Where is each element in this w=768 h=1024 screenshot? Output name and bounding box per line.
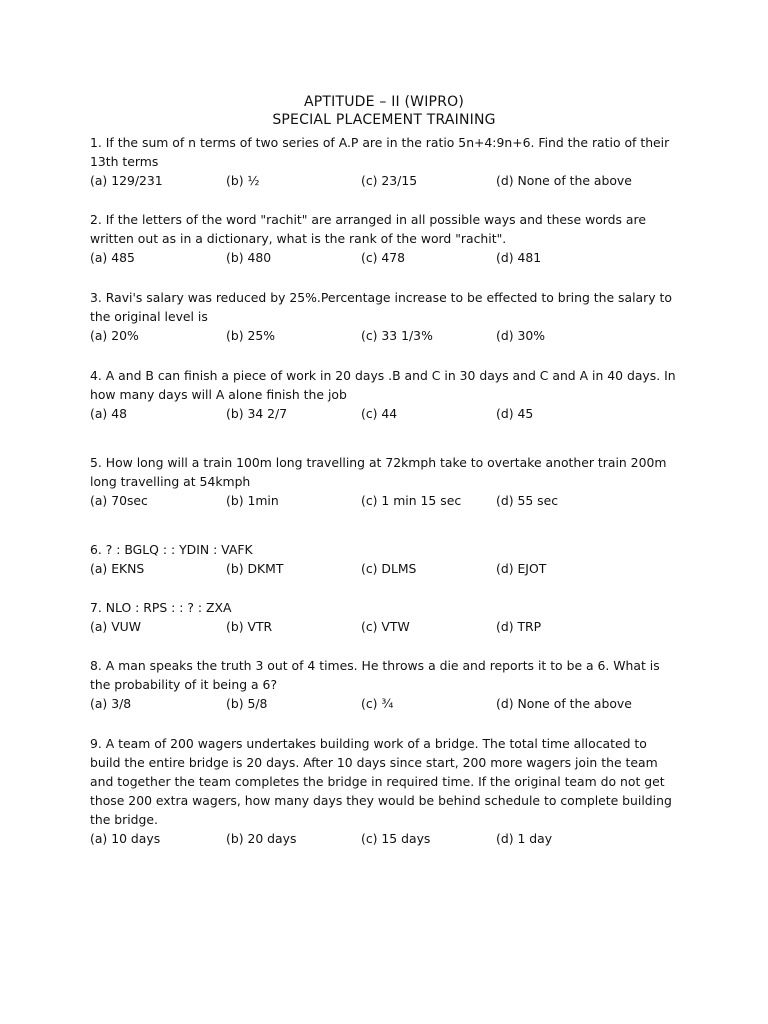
option-d: (d) 1 day [496, 831, 553, 846]
options-row [90, 559, 680, 578]
option-c: (c) 478 [361, 250, 406, 265]
question-text: 8. A man speaks the truth 3 out of 4 times. He throws a die and reports it to be a 6. What is the probability of it being a 6? [90, 658, 660, 692]
question-8 [90, 656, 680, 713]
option-a: (a) EKNS [90, 561, 145, 576]
option-b: (b) 20 days [226, 831, 297, 846]
option-a: (a) 20% [90, 328, 139, 343]
question-text: 2. If the letters of the word "rachit" are arranged in all possible ways and these words are written out as in a dictionary, what is the rank of the word "rachit". [90, 212, 646, 246]
option-d: (d) 55 sec [496, 493, 559, 508]
option-b: (b) DKMT [226, 561, 284, 576]
option-c: (c) 23/15 [361, 173, 418, 188]
question-4 [90, 366, 680, 423]
option-a: (a) 485 [90, 250, 135, 265]
question-text: 9. A team of 200 wagers undertakes building work of a bridge. The total time allocated to build the entire bridge is 20 days. After 10 days since start, 200 more wagers join the team and together the team completes the bridge in required time. If the original team do not get those 200 extra wagers, how many days they would be behind schedule to complete building the bridge. [90, 736, 672, 827]
options-row [90, 248, 680, 267]
option-a: (a) 70sec [90, 493, 148, 508]
option-b: (b) 5/8 [226, 696, 268, 711]
option-b: (b) 480 [226, 250, 272, 265]
options-row [90, 326, 680, 345]
question-text: 4. A and B can finish a piece of work in 20 days .B and C in 30 days and C and A in 40 days. In how many days will A alone finish the job [90, 368, 676, 402]
question-text: 7. NLO : RPS : : ? : ZXA [90, 600, 232, 615]
option-b: (b) 34 2/7 [226, 406, 288, 421]
options-row [90, 829, 680, 848]
options-row [90, 694, 680, 713]
option-b: (b) ½ [226, 173, 260, 188]
option-c: (c) 1 min 15 sec [361, 493, 462, 508]
option-d: (d) EJOT [496, 561, 547, 576]
option-d: (d) None of the above [496, 173, 632, 188]
question-3 [90, 288, 680, 345]
option-a: (a) 129/231 [90, 173, 163, 188]
option-b: (b) 25% [226, 328, 276, 343]
option-a: (a) VUW [90, 619, 141, 634]
question-2 [90, 210, 680, 267]
question-text: 6. ? : BGLQ : : YDIN : VAFK [90, 542, 253, 557]
options-row [90, 617, 680, 636]
question-7 [90, 598, 680, 636]
option-d: (d) 481 [496, 250, 542, 265]
options-row [90, 171, 680, 190]
option-c: (c) 44 [361, 406, 398, 421]
option-c: (c) DLMS [361, 561, 417, 576]
question-6 [90, 540, 680, 578]
question-9 [90, 734, 680, 848]
question-text: 5. How long will a train 100m long travelling at 72kmph take to overtake another train 200m long travelling at 54kmph [90, 455, 667, 489]
option-d: (d) 30% [496, 328, 546, 343]
document-subtitle: SPECIAL PLACEMENT TRAINING [272, 112, 496, 128]
question-1 [90, 133, 680, 190]
question-text: 1. If the sum of n terms of two series of A.P are in the ratio 5n+4:9n+6. Find the ratio of their 13th terms [90, 135, 670, 169]
option-c: (c) VTW [361, 619, 410, 634]
options-row [90, 404, 680, 423]
option-b: (b) VTR [226, 619, 273, 634]
option-d: (d) 45 [496, 406, 534, 421]
option-d: (d) None of the above [496, 696, 632, 711]
option-b: (b) 1min [226, 493, 279, 508]
question-5 [90, 453, 680, 510]
options-row [90, 491, 680, 510]
option-a: (a) 10 days [90, 831, 161, 846]
option-a: (a) 3/8 [90, 696, 132, 711]
option-d: (d) TRP [496, 619, 542, 634]
document-title: APTITUDE – II (WIPRO) [303, 94, 465, 110]
option-c: (c) ¾ [361, 696, 394, 711]
option-a: (a) 48 [90, 406, 127, 421]
option-c: (c) 15 days [361, 831, 431, 846]
option-c: (c) 33 1/3% [361, 328, 433, 343]
question-text: 3. Ravi's salary was reduced by 25%.Percentage increase to be effected to bring the salary to the original level is [90, 290, 672, 324]
